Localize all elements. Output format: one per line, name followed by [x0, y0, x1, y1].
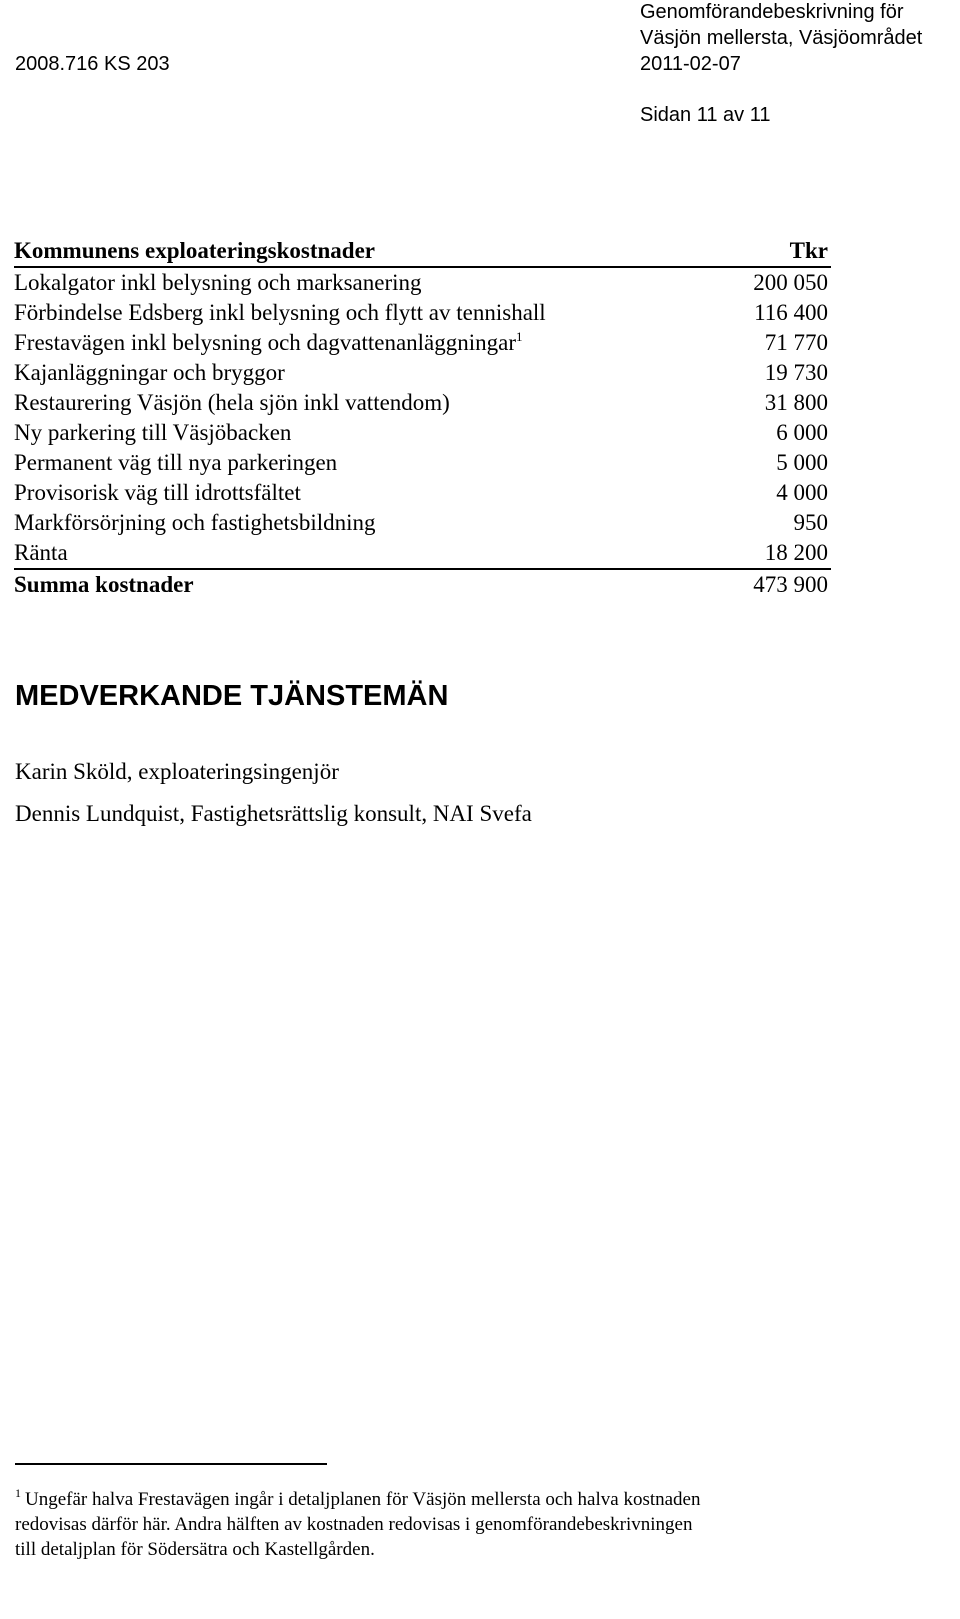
cost-total-amount: 473 900 [753, 572, 828, 597]
table-row [14, 448, 831, 478]
cost-label: Restaurering Väsjön (hela sjön inkl vattendom) [14, 390, 450, 415]
cost-amount: 19 730 [764, 360, 828, 385]
footnote [15, 1487, 835, 1562]
footnote-line: redovisas därför här. Andra hälften av kostnaden redovisas i genomförandebeskrivningen [15, 1514, 693, 1535]
document-title-line1: Genomförandebeskrivning för [640, 1, 904, 23]
cost-amount: 5 000 [776, 450, 828, 475]
cost-label: Ny parkering till Väsjöbacken [14, 420, 292, 445]
table-row [14, 538, 831, 569]
footnote-mark: 1 [15, 1486, 21, 1500]
cost-table [14, 236, 831, 600]
table-row [14, 267, 831, 298]
table-row [14, 328, 831, 358]
cost-total-row [14, 569, 831, 600]
cost-amount: 116 400 [754, 300, 828, 325]
cost-label: Markförsörjning och fastighetsbildning [14, 510, 376, 535]
document-reference: 2008.716 KS 203 [15, 53, 170, 75]
table-row [14, 388, 831, 418]
cost-amount: 200 050 [753, 270, 828, 295]
footnote-line [15, 1487, 835, 1512]
table-row [14, 298, 831, 328]
cost-amount: 18 200 [727, 538, 831, 569]
staff-member: Dennis Lundquist, Fastighetsrättslig konsult, NAI Svefa [15, 801, 532, 826]
cost-total-label: Summa kostnader [14, 572, 194, 597]
cost-amount: 31 800 [764, 390, 828, 415]
cost-label: Förbindelse Edsberg inkl belysning och flytt av tennishall [14, 300, 546, 325]
cost-amount: 71 770 [764, 330, 828, 355]
footnote-separator [15, 1463, 327, 1465]
cost-label: Frestavägen inkl belysning och dagvattenanläggningar [14, 330, 517, 355]
cost-table-heading: Kommunens exploateringskostnader [14, 236, 727, 267]
cost-label: Kajanläggningar och bryggor [14, 360, 285, 385]
footnote-reference: 1 [516, 329, 523, 344]
cost-label: Lokalgator inkl belysning och marksanering [14, 270, 422, 295]
document-date: 2011-02-07 [640, 53, 741, 75]
cost-label-cell [14, 328, 727, 358]
staff-member: Karin Sköld, exploateringsingenjör [15, 759, 339, 784]
table-row [14, 358, 831, 388]
table-row [14, 508, 831, 538]
table-row [14, 478, 831, 508]
document-title-line2: Väsjön mellersta, Väsjöområdet [640, 27, 923, 49]
cost-amount: 6 000 [776, 420, 828, 445]
cost-table-unit: Tkr [727, 236, 831, 267]
cost-label: Provisorisk väg till idrottsfältet [14, 480, 301, 505]
footnote-text: Ungefär halva Frestavägen ingår i detaljplanen för Väsjön mellersta och halva kostnaden [25, 1489, 701, 1510]
table-row [14, 418, 831, 448]
footnote-line: till detaljplan för Södersätra och Kastellgården. [15, 1539, 375, 1560]
cost-table-header [14, 236, 831, 267]
page-number: Sidan 11 av 11 [640, 104, 771, 126]
cost-label: Ränta [14, 538, 727, 569]
cost-label: Permanent väg till nya parkeringen [14, 450, 338, 475]
cost-amount: 950 [793, 510, 828, 535]
staff-heading: MEDVERKANDE TJÄNSTEMÄN [15, 680, 449, 712]
cost-amount: 4 000 [776, 480, 828, 505]
